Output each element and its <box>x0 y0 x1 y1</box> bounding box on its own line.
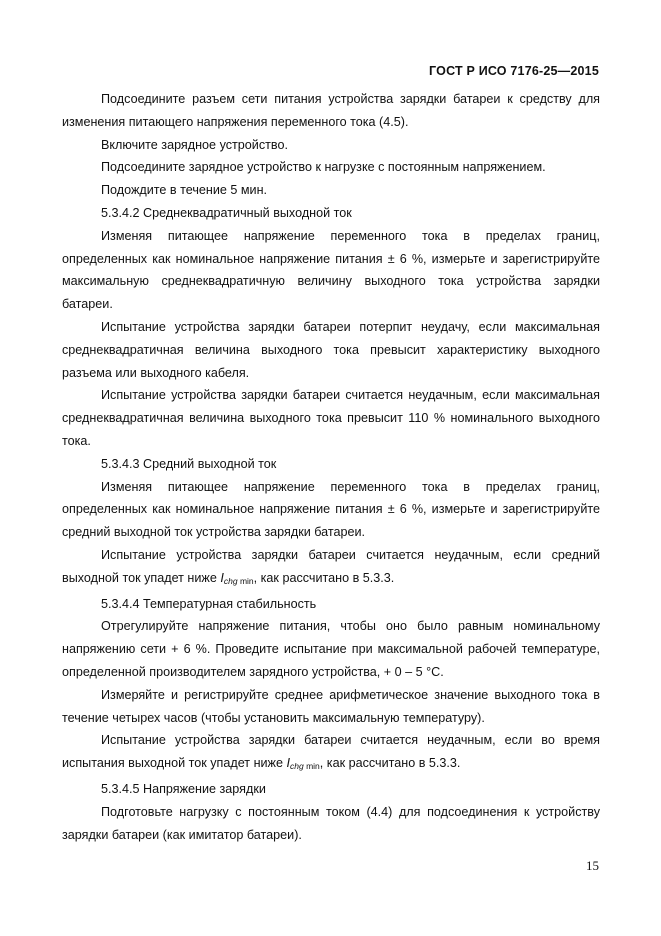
current-subscript <box>224 576 254 586</box>
document-header: ГОСТ Р ИСО 7176-25—2015 <box>429 64 599 78</box>
paragraph: Подсоедините зарядное устройство к нагрузке с постоянным напряжением. <box>101 160 546 175</box>
paragraph: Испытание устройства зарядки батареи считается неудачным, если максимальная среднеквадратичная величина выходного тока превысит 110 % номинального выходного тока. <box>62 388 600 448</box>
page-number: 15 <box>586 858 599 873</box>
paragraph: Отрегулируйте напряжение питания, чтобы оно было равным номинальному напряжению сети + 6 %. Проведите испытание при максимальной рабочей температуре, определенной производителем зарядного устройства, + 0 – 5 °C. <box>62 619 600 679</box>
section-heading: 5.3.4.4 Температурная стабильность <box>101 596 317 611</box>
subscript-min: min <box>237 575 254 586</box>
paragraph-text: Испытание устройства зарядки батареи считается неудачным, если во время испытания выходной ток упадет ниже <box>62 733 600 771</box>
paragraph: Испытание устройства зарядки батареи потерпит неудачу, если максимальная среднеквадратичная величина выходного тока превысит характеристику выходного разъема или выходного кабеля. <box>62 319 600 380</box>
paragraph: Изменяя питающее напряжение переменного тока в пределах границ, определенных как номинальное напряжение питания ± 6 %, измерьте и зарегистрируйте максимальную среднеквадратичную величину выходного тока устройства зарядки батареи. <box>62 228 600 312</box>
section-heading: 5.3.4.3 Средний выходной ток <box>101 456 277 471</box>
subscript-italic: chg <box>223 575 238 586</box>
section-heading: 5.3.4.2 Среднеквадратичный выходной ток <box>101 205 352 220</box>
document-body <box>62 88 600 846</box>
paragraph: Измеряйте и регистрируйте среднее арифметическое значение выходного тока в течение четырех часов (чтобы установить максимальную температуру). <box>62 687 600 725</box>
paragraph: Подождите в течение 5 мин. <box>101 183 268 198</box>
subscript-min: min <box>303 761 320 772</box>
paragraph-text: Испытание устройства зарядки батареи считается неудачным, если средний выходной ток упадет ниже <box>62 547 600 585</box>
paragraph: Включите зарядное устройство. <box>101 137 288 152</box>
subscript-italic: chg <box>290 761 304 772</box>
paragraph-text: , как рассчитано в 5.3.3. <box>253 570 395 585</box>
current-symbol: I <box>220 570 224 585</box>
current-symbol: I <box>286 756 290 771</box>
paragraph <box>62 729 600 778</box>
paragraph <box>62 544 600 593</box>
paragraph: Изменяя питающее напряжение переменного тока в пределах границ, определенных как номинальное напряжение питания ± 6 %, измерьте и зарегистрируйте средний выходной ток устройства зарядки батареи. <box>62 479 600 540</box>
section-heading: 5.3.4.5 Напряжение зарядки <box>101 781 266 796</box>
paragraph: Подсоедините разъем сети питания устройства зарядки батареи к средству для изменения питающего напряжения переменного тока (4.5). <box>62 92 600 129</box>
paragraph-text: , как рассчитано в 5.3.3. <box>319 756 461 771</box>
current-subscript <box>290 761 320 771</box>
paragraph: Подготовьте нагрузку с постоянным током (4.4) для подсоединения к устройству зарядки батареи (как имитатор батареи). <box>62 804 600 842</box>
